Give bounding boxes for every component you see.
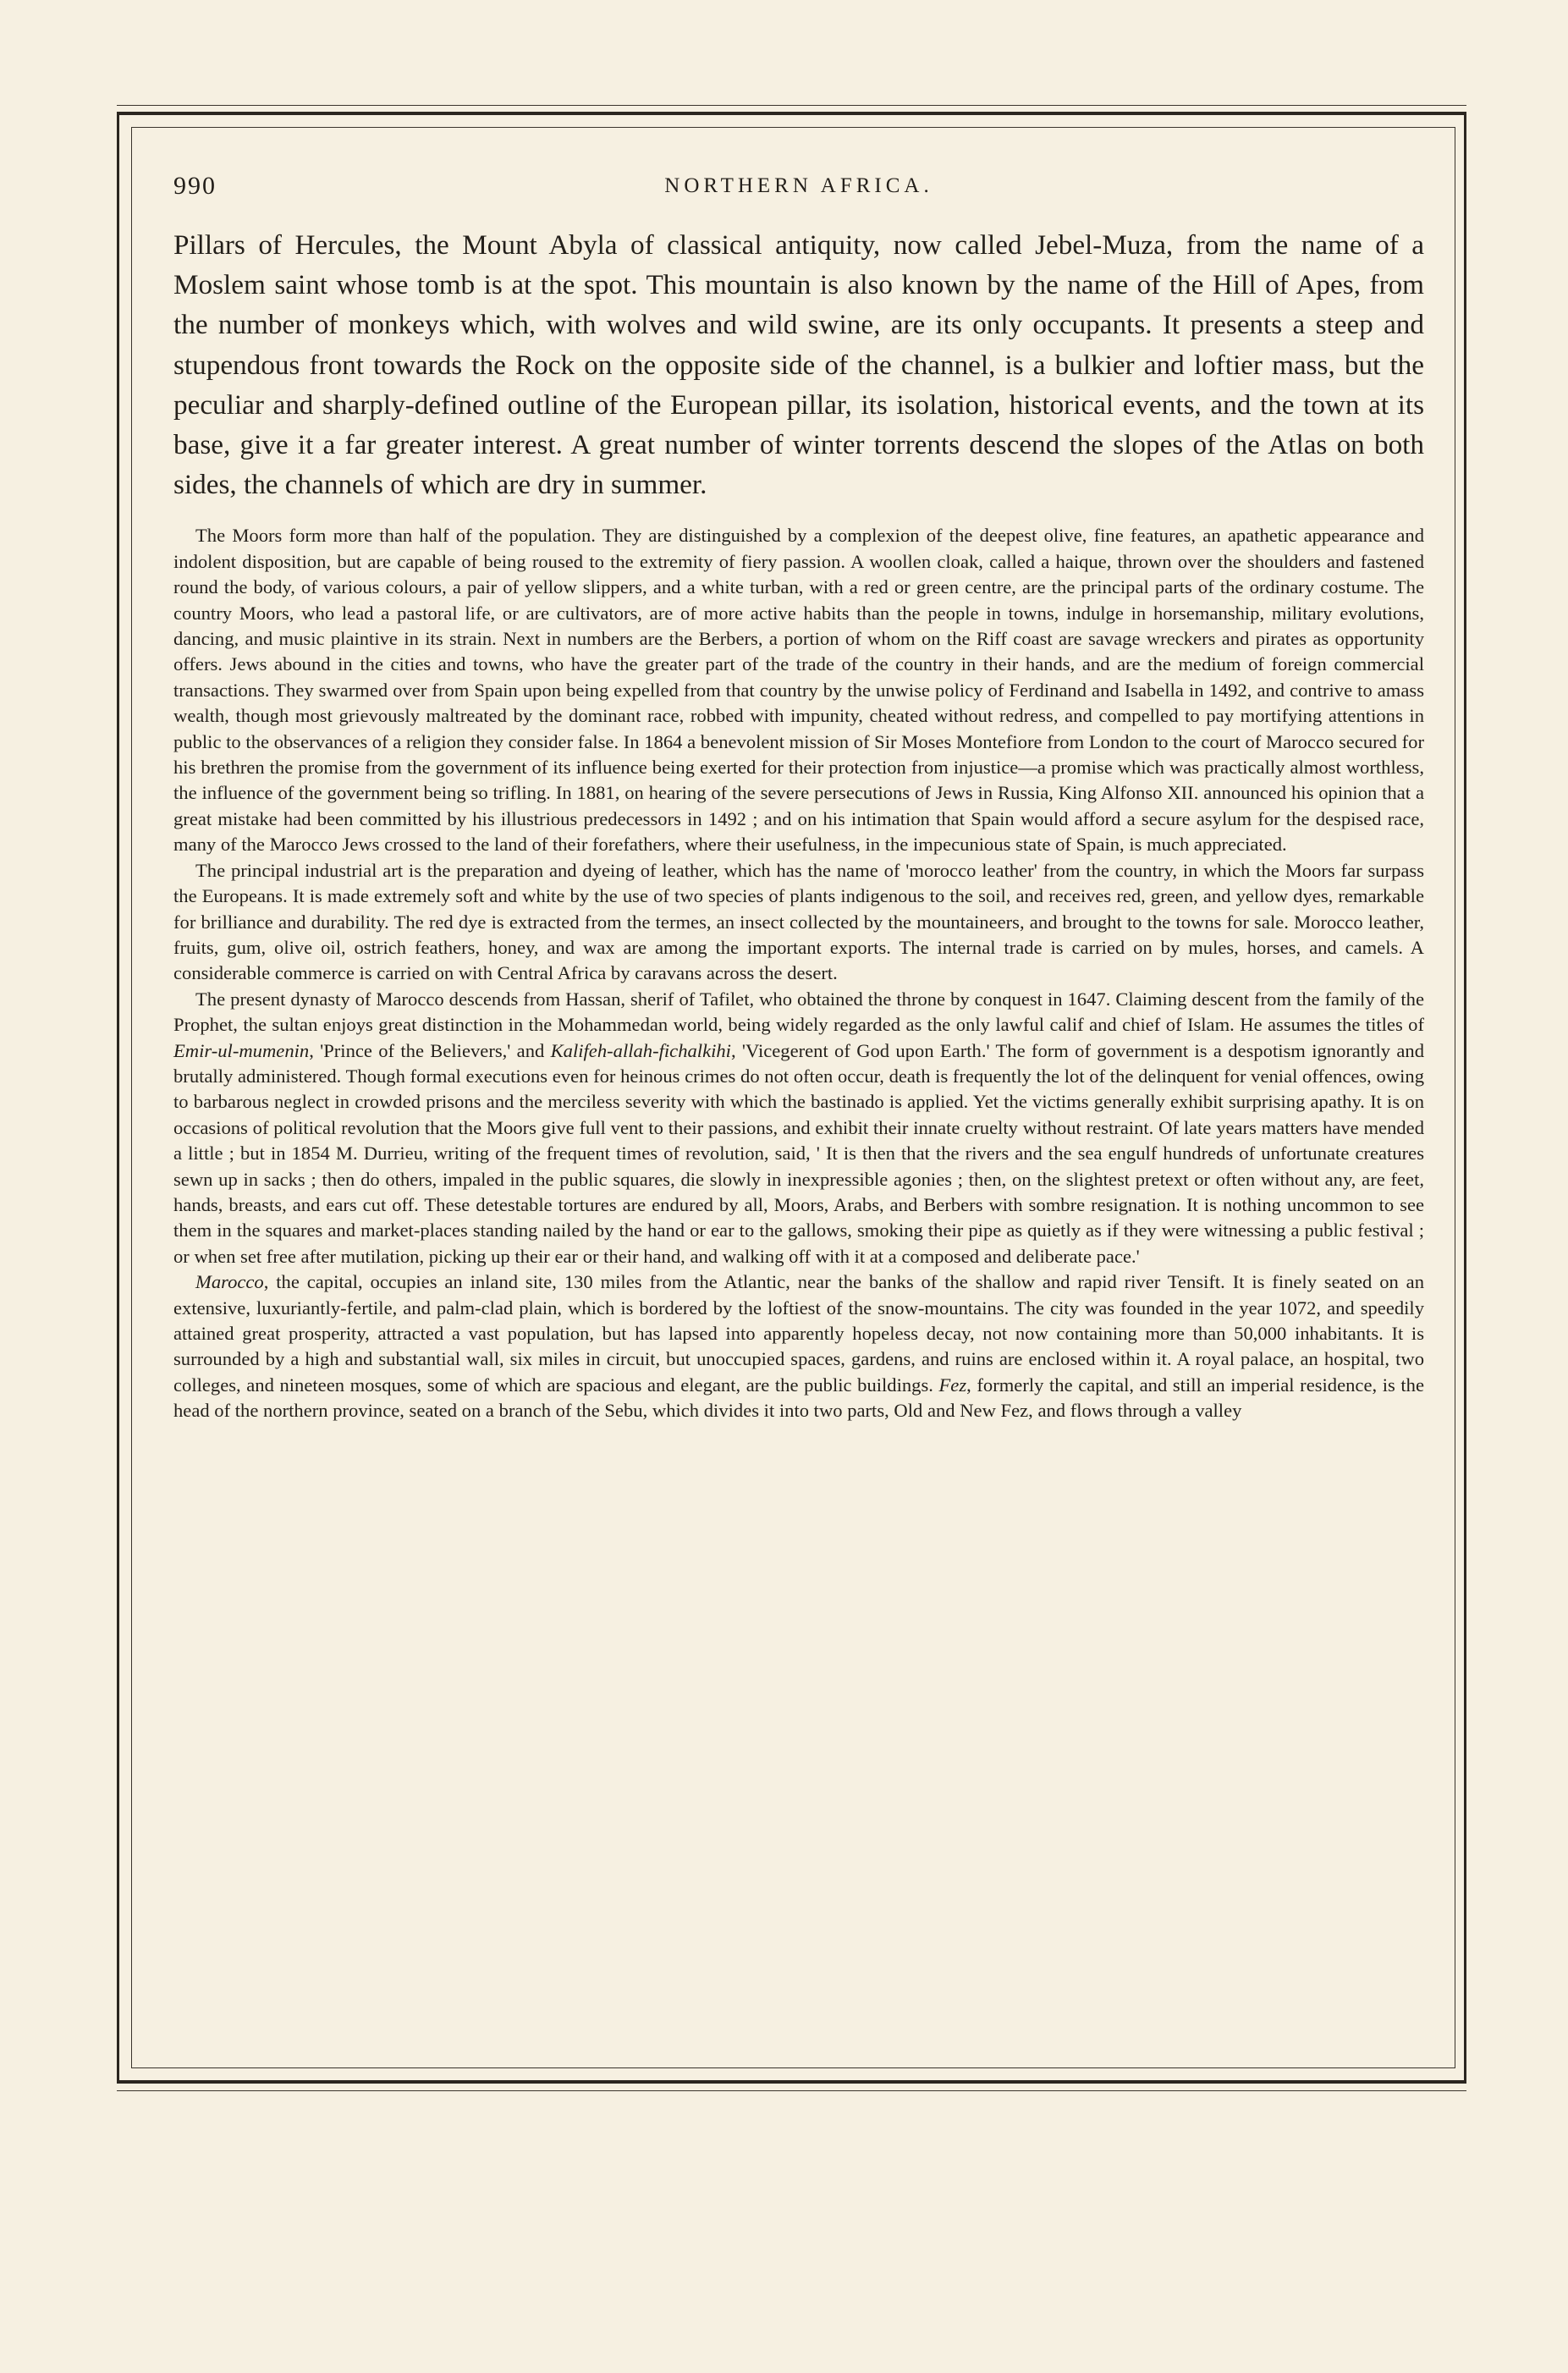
paragraph-marocco [173, 1269, 1424, 1423]
paragraph-industry: The principal industrial art is the preparation and dyeing of leather, which has the name of 'morocco leather' from the country, in which the Moors far surpass the Europeans. It is made extremely soft and white by the use of two species of plants indigenous to the soil, and receives red, green, and yellow dyes, remarkable for brilliance and durability. The red dye is extracted from the termes, an insect collected by the mountaineers, and brought to the towns for sale. Morocco leather, fruits, gum, olive oil, ostrich feathers, honey, and wax are among the important exports. The internal trade is carried on by mules, horses, and camels. A considerable commerce is carried on with Central Africa by caravans across the desert. [173, 859, 1424, 984]
top-rule [117, 105, 1466, 106]
intro-paragraph: Pillars of Hercules, the Mount Abyla of classical antiquity, now called Jebel-Muza, from the name of a Moslem saint whose tomb is at the spot. This mountain is also known by the name of the Hill of Apes, from the number of monkeys which, with wolves and wild swine, are its only occupants. It presents a steep and stupendous front towards the Rock on the opposite side of the channel, is a bulkier and loftier mass, but the peculiar and sharply-defined outline of the European pillar, its isolation, historical events, and the town at its base, give it a far greater interest. A great number of winter torrents descend the slopes of the Atlas on both sides, the channels of which are dry in summer. [173, 229, 1424, 501]
small-print-section [173, 523, 1424, 1423]
dynasty-text-2: , 'Prince of the Believers,' and [309, 1039, 551, 1061]
running-title: NORTHERN AFRICA. [664, 174, 933, 197]
dynasty-text-1: The present dynasty of Marocco descends from Hassan, sherif of Tafilet, who obtained the throne by conquest in 1647. Claiming descent from the family of the Prophet, the sultan enjoys great distinction in the Mohammedan world, being widely regarded as the only lawful calif and chief of Islam. He assumes the titles of [173, 988, 1424, 1036]
page-number: 990 [173, 172, 217, 200]
dynasty-title-emir: Emir-ul-mumenin [173, 1039, 310, 1061]
marocco-text-2: , formerly the capital, and still an imperial residence, is the head of the northern province, seated on a branch of the Sebu, which divides it into two parts, Old and New Fez, and flows through a valley [173, 1374, 1424, 1422]
running-head [173, 169, 1424, 203]
marocco-text-1: , the capital, occupies an inland site, 130 miles from the Atlantic, near the banks of the shallow and rapid river Tensift. It is finely seated on an extensive, luxuriantly-fertile, and palm-clad plain, which is bordered by the loftiest of the snow-mountains. The city was founded in the year 1072, and speedily attained great prosperity, attracted a vast population, but has lapsed into apparently hopeless decay, not now containing more than 50,000 inhabitants. It is surrounded by a high and substantial wall, six miles in circuit, but unoccupied spaces, gardens, and ruins are enclosed within it. A royal palace, an hospital, two colleges, and nineteen mosques, some of which are spacious and elegant, are the public buildings. [173, 1271, 1424, 1396]
paragraph-dynasty [173, 987, 1424, 1269]
paragraph-moors: The Moors form more than half of the population. They are distinguished by a complexion of the deepest olive, fine features, an apathetic appearance and indolent disposition, but are capable of being roused to the extremity of fiery passion. A woollen cloak, called a haique, thrown over the shoulders and fastened round the body, of various colours, a pair of yellow slippers, and a white turban, with a red or green centre, are the principal parts of the ordinary costume. The country Moors, who lead a pastoral life, or are cultivators, are of more active habits than the people in towns, indulge in horsemanship, military evolutions, dancing, and music plaintive in its strain. Next in numbers are the Berbers, a portion of whom on the Riff coast are savage wreckers and pirates as opportunity offers. Jews abound in the cities and towns, who have the greater part of the trade of the country in their hands, and are the medium of foreign commercial transactions. They swarmed over from Spain upon being expelled from that country by the unwise policy of Ferdinand and Isabella in 1492, and contrive to amass wealth, though most grievously maltreated by the dominant race, robbed with impunity, cheated without redress, and compelled to pay mortifying attentions in public to the observances of a religion they consider false. In 1864 a benevolent mission of Sir Moses Montefiore from London to the court of Marocco secured for his brethren the promise from the government of its influence being exerted for their protection from injustice—a promise which was practically almost worthless, the influence of the government being so trifling. In 1881, on hearing of the severe persecutions of Jews in Russia, King Alfonso XII. announced his opinion that a great mistake had been committed by his illustrious predecessors in 1492 ; and on his intimation that Spain would afford a secure asylum for the despised race, many of the Marocco Jews crossed to the land of their forefathers, where their usefulness, in the impecunious state of Spain, is much appreciated. [173, 525, 1424, 856]
bottom-rule [117, 2090, 1466, 2091]
page-content [173, 169, 1424, 1424]
place-name-marocco: Marocco [195, 1271, 264, 1293]
dynasty-title-kalifeh: Kalifeh-allah-fichalkihi [550, 1039, 731, 1061]
dynasty-text-3: , 'Vicegerent of God upon Earth.' The form of government is a despotism ignorantly and brutally administered. Though formal executions even for heinous crimes do not often occur, death is frequently the lot of the delinquent for venial offences, owing to barbarous neglect in crowded prisons and the merciless severity with which the bastinado is applied. Yet the victims generally exhibit surprising apathy. It is on occasions of political revolution that the Moors give full vent to their passions, and exhibit their innate cruelty without restraint. Of late years matters have mended a little ; but in 1854 M. Durrieu, writing of the frequent times of revolution, said, ' It is then that the rivers and the sea engulf hundreds of unfortunate creatures sewn up in sacks ; then do others, impaled in the public squares, die slowly in inexpressible agonies ; then, on the slightest pretext or often without any, are feet, hands, breasts, and ears cut off. These detestable tortures are endured by all, Moors, Arabs, and Berbers with sombre resignation. It is nothing uncommon to see them in the squares and market-places standing nailed by the hand or ear to the gallows, smoking their pipe as quietly as if they were witnessing a public festival ; or when set free after mutilation, picking up their ear or their hand, and walking off with it at a composed and deliberate pace.' [173, 1039, 1424, 1267]
place-name-fez: Fez [938, 1374, 967, 1396]
